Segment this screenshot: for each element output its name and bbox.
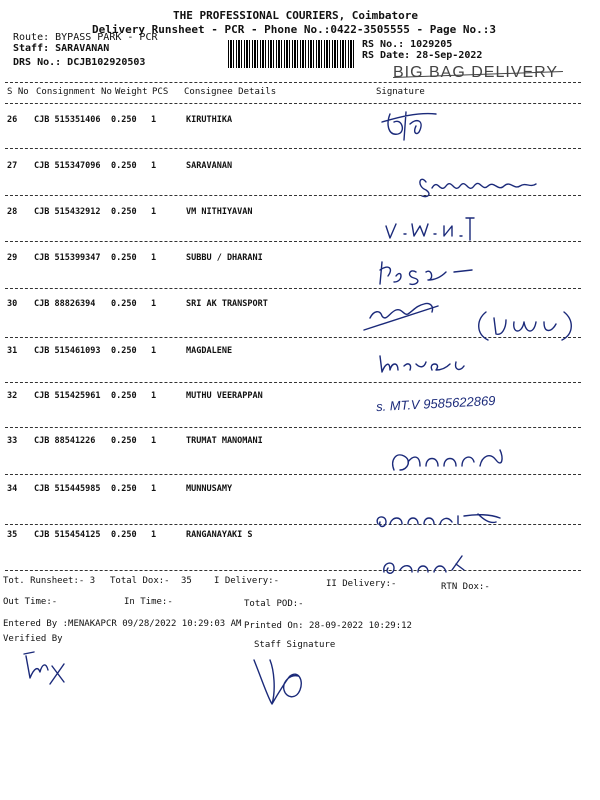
cell-weight: 0.250 [111, 391, 137, 401]
signature-31 [376, 350, 466, 380]
cell-pcs: 1 [151, 391, 157, 401]
cell-consignee: RANGANAYAKI S [186, 530, 253, 540]
signature-35 [378, 552, 478, 582]
cell-consignee: SARAVANAN [186, 161, 233, 171]
cell-sno: 33 [7, 436, 18, 446]
rs-no: RS No.: 1029205 [362, 39, 453, 50]
cell-consignee: SRI AK TRANSPORT [186, 299, 268, 309]
cell-sno: 30 [7, 299, 18, 309]
in-time: In Time:- [124, 597, 173, 607]
signature-33 [386, 440, 516, 480]
signature-29 [376, 258, 486, 288]
cell-sno: 31 [7, 346, 18, 356]
ii-delivery: II Delivery:- [326, 579, 397, 589]
signature-30a [360, 292, 450, 337]
cell-pcs: 1 [151, 484, 157, 494]
signature-26 [376, 104, 446, 149]
cell-cons: CJB 515454125 [34, 530, 101, 540]
signature-27 [418, 168, 553, 203]
cell-pcs: 1 [151, 253, 157, 263]
cell-consignee: TRUMAT MANOMANI [186, 436, 263, 446]
staff: Staff: SARAVANAN [13, 43, 110, 54]
cell-weight: 0.250 [111, 115, 137, 125]
cell-sno: 29 [7, 253, 18, 263]
cell-cons: CJB 515432912 [34, 207, 101, 217]
signature-34 [372, 504, 512, 534]
cell-weight: 0.250 [111, 299, 137, 309]
cell-sno: 26 [7, 115, 18, 125]
big-bag-delivery-stamp: BIG BAG DELIVERY [393, 64, 559, 81]
cell-weight: 0.250 [111, 253, 137, 263]
cell-cons: CJB 515461093 [34, 346, 101, 356]
entered-by: Entered By :MENAKAPCR 09/28/2022 10:29:03 AM [3, 619, 242, 629]
row-rule [5, 427, 581, 428]
row-rule [5, 148, 581, 149]
cell-weight: 0.250 [111, 161, 137, 171]
signature-28 [380, 212, 490, 244]
header-rule-bottom [5, 103, 581, 104]
col-pcs: PCS [152, 87, 169, 97]
col-signature: Signature [376, 87, 425, 97]
cell-consignee: MUNNUSAMY [186, 484, 233, 494]
cell-sno: 34 [7, 484, 18, 494]
cell-sno: 35 [7, 530, 18, 540]
rtn-dox: RTN Dox:- [441, 582, 490, 592]
tot-runsheet: Tot. Runsheet:- 3 [3, 576, 96, 586]
cell-sno: 32 [7, 391, 18, 401]
cell-consignee: MUTHU VEERAPPAN [186, 391, 263, 401]
rs-date: RS Date: 28-Sep-2022 [362, 50, 483, 61]
header-rule-top [5, 82, 581, 83]
runsheet-subtitle: Delivery Runsheet - PCR - Phone No.:0422-3505555 - Page No.:3 [92, 23, 496, 36]
cell-consignee: SUBBU / DHARANI [186, 253, 263, 263]
drs-no: DRS No.: DCJB102920503 [13, 57, 146, 68]
cell-consignee: KIRUTHIKA [186, 115, 233, 125]
cell-pcs: 1 [151, 161, 157, 171]
table-row [0, 115, 600, 135]
col-consignee: Consignee Details [184, 87, 277, 97]
verifier-signature [20, 648, 70, 688]
table-row [0, 484, 600, 504]
cell-weight: 0.250 [111, 207, 137, 217]
signature-30b [472, 308, 584, 344]
total-pod: Total POD:- [244, 599, 304, 609]
cell-pcs: 1 [151, 436, 157, 446]
cell-pcs: 1 [151, 115, 157, 125]
row-rule [5, 241, 581, 242]
route: Route: BYPASS PARK - PCR [13, 32, 158, 43]
row-rule [5, 570, 581, 571]
col-consignment: Consignment No [36, 87, 112, 97]
staff-signature [250, 650, 320, 710]
cell-sno: 27 [7, 161, 18, 171]
cell-weight: 0.250 [111, 346, 137, 356]
total-dox-label: Total Dox:- [110, 576, 170, 586]
cell-consignee: VM NITHIYAVAN [186, 207, 253, 217]
i-delivery: I Delivery:- [214, 576, 280, 586]
staff-signature-label: Staff Signature [254, 640, 336, 650]
out-time: Out Time:- [3, 597, 58, 607]
cell-cons: CJB 515351406 [34, 115, 101, 125]
cell-pcs: 1 [151, 207, 157, 217]
cell-pcs: 1 [151, 299, 157, 309]
printed-on: Printed On: 28-09-2022 10:29:12 [244, 621, 412, 631]
cell-cons: CJB 88826394 [34, 299, 96, 309]
company-title: THE PROFESSIONAL COURIERS, Coimbatore [173, 9, 419, 22]
barcode [228, 40, 356, 68]
table-row [0, 391, 600, 411]
col-weight: Weight [115, 87, 148, 97]
cell-pcs: 1 [151, 530, 157, 540]
col-sno: S No [7, 87, 29, 97]
verified-by: Verified By [3, 634, 63, 644]
cell-cons: CJB 88541226 [34, 436, 96, 446]
table-row [0, 207, 600, 227]
handwritten-row32: s. MT.V 9585622869 [375, 392, 496, 415]
total-dox-value: 35 [181, 576, 192, 586]
cell-weight: 0.250 [111, 530, 137, 540]
cell-weight: 0.250 [111, 436, 137, 446]
cell-pcs: 1 [151, 346, 157, 356]
cell-cons: CJB 515399347 [34, 253, 101, 263]
row-rule [5, 382, 581, 383]
table-row [0, 346, 600, 366]
table-row [0, 253, 600, 273]
cell-sno: 28 [7, 207, 18, 217]
cell-cons: CJB 515445985 [34, 484, 101, 494]
cell-weight: 0.250 [111, 484, 137, 494]
cell-consignee: MAGDALENE [186, 346, 233, 356]
row-rule [5, 288, 581, 289]
cell-cons: CJB 515347096 [34, 161, 101, 171]
cell-cons: CJB 515425961 [34, 391, 101, 401]
